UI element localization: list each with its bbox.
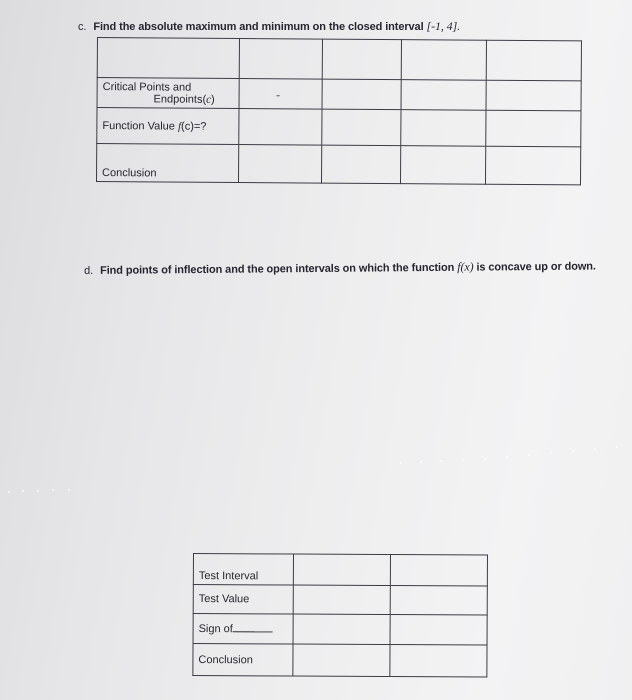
test-value-label: Test Value xyxy=(198,593,250,606)
endpoints-label: Endpoints( xyxy=(153,92,207,106)
extrema-table-corner-cell xyxy=(97,38,239,79)
extrema-table-cell[interactable] xyxy=(239,38,322,79)
sign-blank-line xyxy=(233,631,273,632)
test-value-row xyxy=(193,585,487,616)
conclusion-cell[interactable] xyxy=(321,145,400,184)
test-interval-label: Test Interval xyxy=(198,570,259,583)
glare-dot xyxy=(52,489,54,491)
glare-dot xyxy=(68,489,70,491)
conclusion-cell[interactable] xyxy=(485,146,580,185)
function-value-text: Function Value xyxy=(102,119,179,133)
critical-point-cell[interactable] xyxy=(322,79,401,110)
test-interval-row xyxy=(193,554,487,587)
glare-dot xyxy=(572,450,574,452)
function-value-cell[interactable] xyxy=(486,110,581,147)
glare-dot xyxy=(550,452,552,454)
glare-dot xyxy=(506,456,508,458)
c-variable: c xyxy=(206,93,212,106)
function-value-cell[interactable] xyxy=(239,108,322,145)
sign-row xyxy=(193,614,487,646)
question-c-text: Find the absolute maximum and minimum on the closed interval xyxy=(93,21,424,33)
sign-cell[interactable] xyxy=(293,614,390,645)
critical-points-label-cell xyxy=(97,78,239,109)
concavity-conclusion-row xyxy=(193,644,487,678)
glare-dot xyxy=(420,461,422,463)
sign-cell[interactable] xyxy=(390,615,487,646)
test-interval-label-cell xyxy=(193,554,293,586)
extrema-table-cell[interactable] xyxy=(401,40,486,81)
test-interval-cell[interactable] xyxy=(390,555,487,587)
critical-point-cell[interactable] xyxy=(486,80,581,111)
glare-dot xyxy=(528,454,530,456)
extrema-table-cell[interactable] xyxy=(322,39,401,80)
test-interval-cell[interactable] xyxy=(293,554,390,586)
glare-dot xyxy=(440,460,442,462)
function-value-rest: (c)=? xyxy=(181,120,207,133)
concavity-table xyxy=(192,553,488,678)
concavity-conclusion-label-cell xyxy=(193,644,293,677)
glare-dot xyxy=(22,490,24,492)
critical-points-row xyxy=(97,78,581,111)
sign-label-cell xyxy=(193,614,293,645)
conclusion-cell[interactable] xyxy=(400,146,485,185)
glare-dot xyxy=(400,462,402,464)
question-c-interval: [-1, 4]. xyxy=(426,19,461,33)
sign-label xyxy=(194,623,293,636)
conclusion-label-cell xyxy=(96,144,238,183)
question-d-text-b: is concave up or down. xyxy=(476,260,596,274)
glare-dot xyxy=(594,448,596,450)
concavity-conclusion-cell[interactable] xyxy=(390,645,487,678)
function-value-cell[interactable] xyxy=(322,109,401,146)
glare-dot xyxy=(616,446,618,448)
conclusion-label: Conclusion xyxy=(102,167,157,180)
question-d-marker: d. xyxy=(84,264,94,277)
question-c-marker: c. xyxy=(78,21,87,33)
endpoints-close-paren: ) xyxy=(211,93,215,106)
conclusion-row xyxy=(96,144,580,185)
function-value-label xyxy=(97,120,238,133)
test-value-cell[interactable] xyxy=(293,585,390,615)
sign-label-text: Sign of xyxy=(198,622,233,635)
test-value-label-cell xyxy=(193,585,293,615)
concavity-conclusion-label: Conclusion xyxy=(198,653,253,666)
extrema-table-header-row xyxy=(97,38,581,81)
concavity-conclusion-cell[interactable] xyxy=(293,644,390,677)
function-value-label-cell xyxy=(97,108,239,145)
extrema-table xyxy=(96,37,582,185)
function-value-cell[interactable] xyxy=(401,110,486,147)
function-value-f: f xyxy=(177,120,182,133)
glare-dot xyxy=(462,459,464,461)
glare-dot xyxy=(37,490,39,492)
glare-dot xyxy=(484,458,486,460)
conclusion-cell[interactable] xyxy=(238,144,321,183)
question-c xyxy=(78,19,460,34)
dash-mark xyxy=(277,95,280,96)
extrema-table-cell[interactable] xyxy=(486,40,581,81)
critical-point-cell[interactable] xyxy=(401,80,486,111)
critical-points-label-line1: Critical Points and xyxy=(102,80,192,94)
question-d-function: f(x) xyxy=(457,259,474,274)
critical-points-label-line2 xyxy=(98,93,239,106)
question-d xyxy=(84,259,596,278)
function-value-row xyxy=(97,108,581,147)
question-d-text-a: Find points of inflection and the open intervals on which the function xyxy=(100,261,455,277)
critical-point-cell[interactable] xyxy=(239,78,322,109)
test-value-cell[interactable] xyxy=(390,586,487,616)
glare-dot xyxy=(8,491,10,493)
